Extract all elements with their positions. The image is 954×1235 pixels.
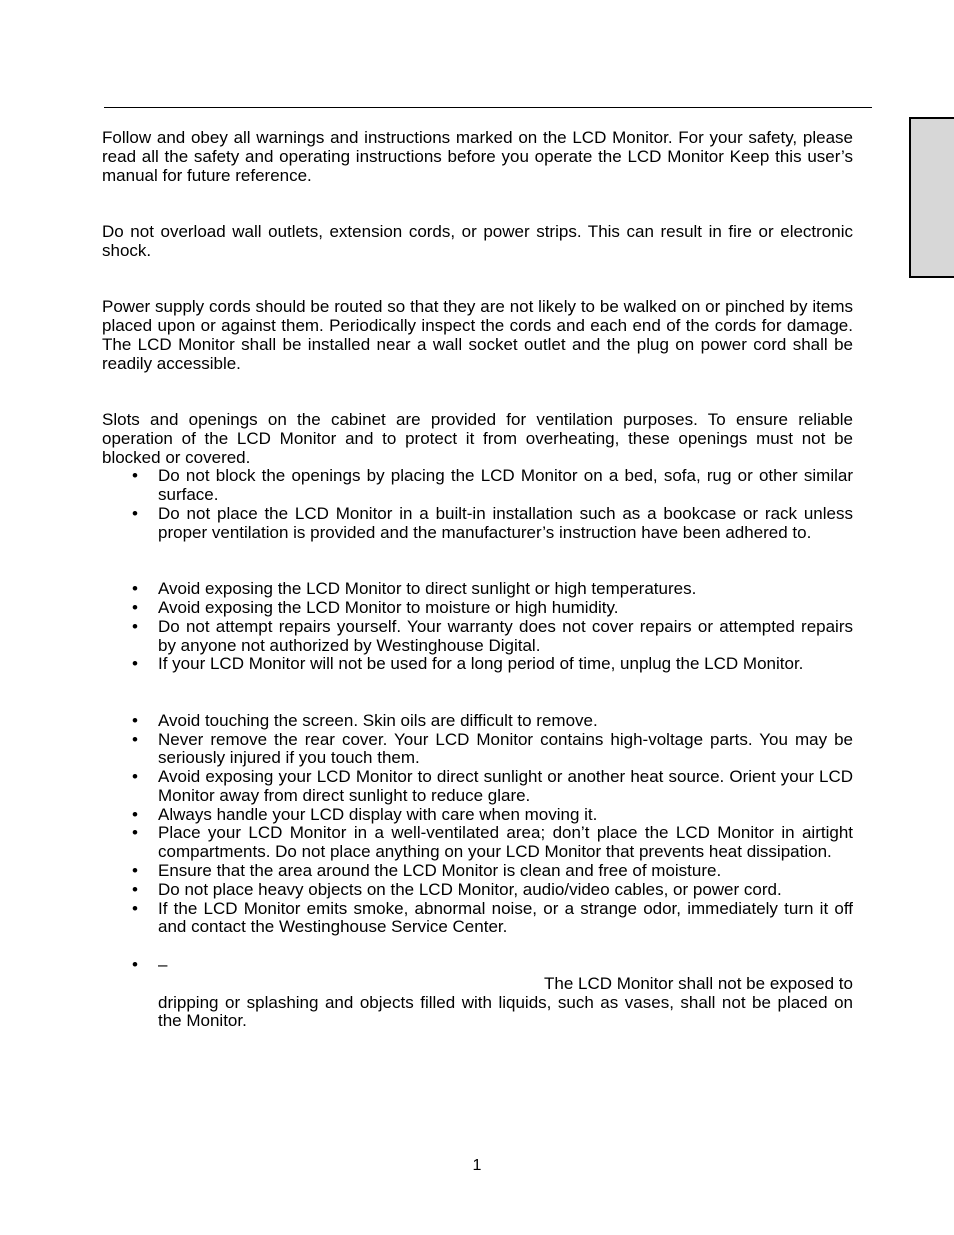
list-item-text: Avoid touching the screen. Skin oils are difficult to remove.: [158, 710, 598, 730]
list-item-text: Place your LCD Monitor in a well-ventilated area; don’t place the LCD Monitor in airtight compartments. Do not place anything on your LCD Monitor that prevents heat dissipation.: [158, 823, 853, 862]
dash-mark: –: [158, 955, 168, 975]
bullet-icon: •: [132, 654, 138, 674]
bullet-icon: •: [132, 579, 138, 599]
list-item: [102, 505, 853, 543]
bullet-icon: •: [132, 898, 138, 918]
list-item: [102, 862, 853, 881]
list-item: [102, 900, 853, 938]
list-item-text: Ensure that the area around the LCD Monitor is clean and free of moisture.: [158, 861, 722, 881]
list-item-text: Do not block the openings by placing the LCD Monitor on a bed, sofa, rug or other similar surface.: [158, 466, 853, 505]
list-item-text: Avoid exposing the LCD Monitor to direct sunlight or high temperatures.: [158, 579, 697, 599]
bullet-icon: •: [132, 616, 138, 636]
bullet-icon: •: [132, 503, 138, 523]
list-item-text: Always handle your LCD display with care when moving it.: [158, 804, 598, 824]
page-body: [102, 129, 853, 1031]
care-list: [102, 712, 853, 938]
list-item: [102, 956, 853, 1031]
list-item-text: Do not place the LCD Monitor in a built-in installation such as a bookcase or rack unless proper ventilation is provided and the manufacturer’s instruction have been adhered to.: [158, 503, 853, 542]
list-item-text: If your LCD Monitor will not be used for a long period of time, unplug the LCD Monitor.: [158, 654, 804, 674]
list-item: [102, 655, 853, 674]
bullet-icon: •: [132, 597, 138, 617]
list-item-text: Do not attempt repairs yourself. Your warranty does not cover repairs or attempted repairs by anyone not authorized by Westinghouse Digital.: [158, 616, 853, 655]
power-cord-paragraph: Power supply cords should be routed so that they are not likely to be walked on or pinched by items placed upon or against them. Periodically inspect the cords and each end of the cords for damage. The LCD Monitor shall be installed near a wall socket outlet and the plug on power cord shall be readily accessible.: [102, 297, 853, 373]
list-item: [102, 467, 853, 505]
section-tab: [909, 117, 954, 278]
overload-paragraph: Do not overload wall outlets, extension cords, or power strips. This can result in fire or electronic shock.: [102, 221, 853, 260]
list-item-text: Avoid exposing your LCD Monitor to direct sunlight or another heat source. Orient your LCD Monitor away from direct sunlight to reduce glare.: [158, 767, 853, 805]
list-item: [102, 881, 853, 900]
list-item: [102, 731, 853, 769]
bullet-icon: •: [132, 767, 138, 787]
bullet-icon: •: [132, 955, 138, 975]
list-item: [102, 712, 853, 731]
bullet-icon: •: [132, 710, 138, 730]
bullet-icon: •: [132, 466, 138, 486]
liquids-line: The LCD Monitor shall not be exposed to: [543, 973, 853, 993]
list-item-text: Do not place heavy objects on the LCD Monitor, audio/video cables, or power cord.: [158, 879, 782, 899]
bullet-icon: •: [132, 861, 138, 881]
liquids-list: [102, 956, 853, 1031]
bullet-icon: •: [132, 823, 138, 843]
list-item: [102, 806, 853, 825]
list-item: [102, 580, 853, 599]
page-number: 1: [472, 1157, 482, 1174]
liquids-text: dripping or splashing and objects filled with liquids, such as vases, shall not be placed on the Monitor.: [158, 992, 853, 1031]
list-item-text: Avoid exposing the LCD Monitor to moisture or high humidity.: [158, 597, 619, 617]
list-item: [102, 768, 853, 806]
list-item: [102, 599, 853, 618]
bullet-icon: •: [132, 804, 138, 824]
bullet-icon: •: [132, 879, 138, 899]
general-list: [102, 580, 853, 674]
intro-paragraph: Follow and obey all warnings and instructions marked on the LCD Monitor. For your safety, please read all the safety and operating instructions before you operate the LCD Monitor Keep this user’s manual for future reference.: [102, 128, 853, 185]
bullet-icon: •: [132, 729, 138, 749]
header-rule: [104, 107, 872, 108]
list-item: [102, 824, 853, 862]
list-item-text: Never remove the rear cover. Your LCD Monitor contains high-voltage parts. You may be seriously injured if you touch them.: [158, 729, 853, 768]
list-item-text: If the LCD Monitor emits smoke, abnormal noise, or a strange odor, immediately turn it off and contact the Westinghouse Service Center.: [158, 898, 853, 937]
list-item: [102, 618, 853, 656]
ventilation-paragraph: Slots and openings on the cabinet are provided for ventilation purposes. To ensure reliable operation of the LCD Monitor and to protect it from overheating, these openings must not be blocked or covered.: [102, 409, 853, 467]
ventilation-list: [102, 467, 853, 542]
